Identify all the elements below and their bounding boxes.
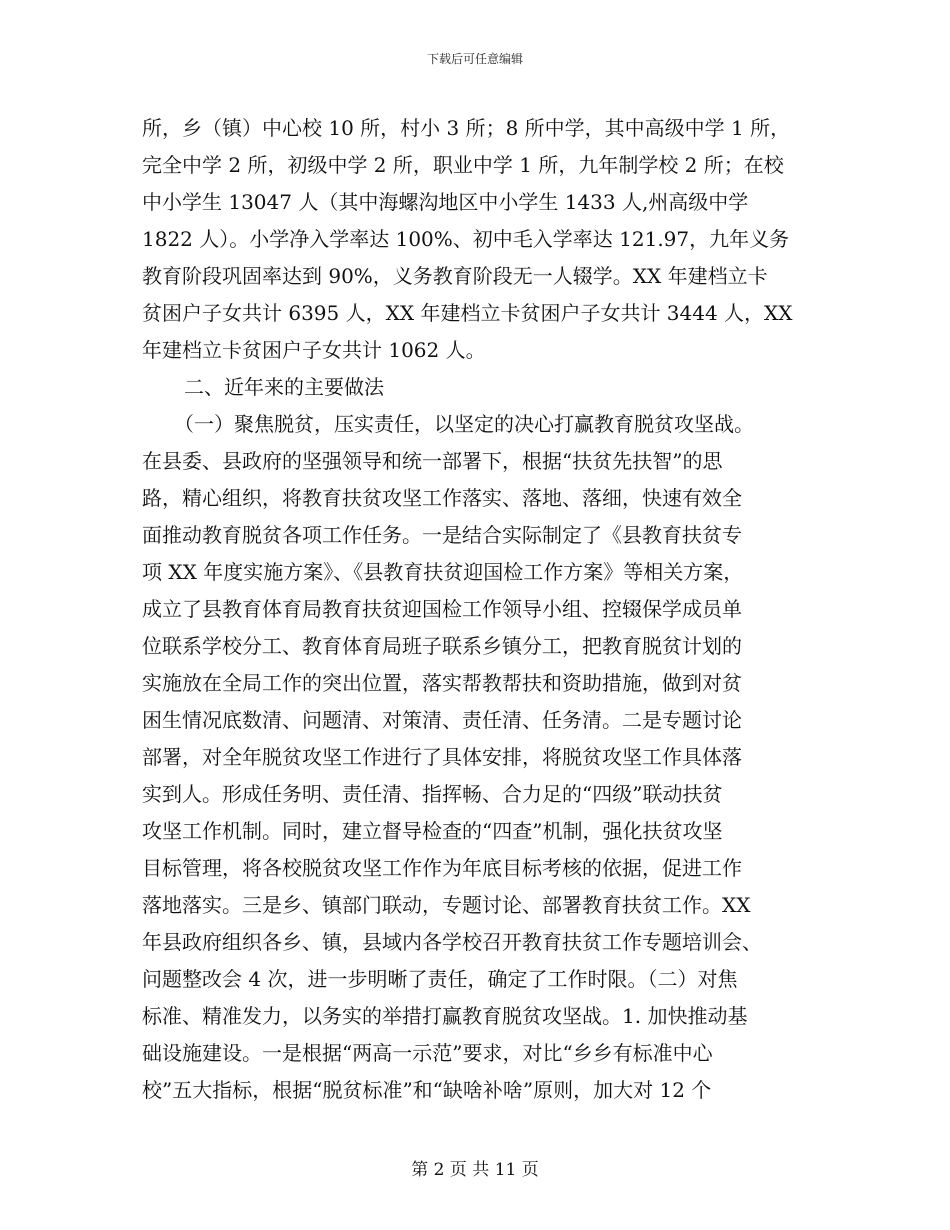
text-line: 础设施建设。一是根据“两高一示范”要求，对比“乡乡有标准中心 <box>142 1041 713 1065</box>
text-line: 实施放在全局工作的突出位置，落实帮教帮扶和资助措施，做到对贫 <box>142 671 742 695</box>
text-line: 中小学生 13047 人（其中海螺沟地区中小学生 1433 人,州高级中学 <box>142 190 749 214</box>
text-line: 年县政府组织各乡、镇，县域内各学校召开教育扶贫工作专题培训会、 <box>142 930 762 954</box>
text-line: 部署，对全年脱贫攻坚工作进行了具体安排，将脱贫攻坚工作具体落 <box>142 745 742 769</box>
document-body <box>142 110 810 1109</box>
text-line: （一）聚焦脱贫，压实责任，以坚定的决心打赢教育脱贫攻坚战。 <box>174 412 754 436</box>
text-line: 位联系学校分工、教育体育局班子联系乡镇分工，把教育脱贫计划的 <box>142 634 742 658</box>
text-line: 攻坚工作机制。同时，建立督导检查的“四查”机制，强化扶贫攻坚 <box>142 819 723 843</box>
text-line: 问题整改会 4 次，进一步明晰了责任，确定了工作时限。（二）对焦 <box>142 967 738 991</box>
paragraph-school-statistics <box>142 110 810 369</box>
paragraph-main-practices <box>142 406 810 1109</box>
text-line: 项 XX 年度实施方案》、《县教育扶贫迎国检工作方案》等相关方案， <box>142 560 744 584</box>
text-line: 落地落实。三是乡、镇部门联动，专题讨论、部署教育扶贫工作。XX <box>142 893 751 917</box>
text-line: 教育阶段巩固率达到 90%，义务教育阶段无一人辍学。XX 年建档立卡 <box>142 264 768 288</box>
text-line: 校”五大指标，根据“脱贫标准”和“缺啥补啥”原则，加大对 12 个 <box>142 1078 712 1102</box>
page-header: 下载后可任意编辑 <box>426 52 523 66</box>
text-line: 所，乡（镇）中心校 10 所，村小 3 所；8 所中学，其中高级中学 1 所， <box>142 116 791 140</box>
section-heading <box>142 369 810 406</box>
text-line: 实到人。形成任务明、责任清、指挥畅、合力足的“四级”联动扶贫 <box>142 782 723 806</box>
text-line: 年建档立卡贫困户子女共计 1062 人。 <box>142 338 486 362</box>
text-line: 在县委、县政府的坚强领导和统一部署下，根据“扶贫先扶智”的思 <box>142 449 723 473</box>
text-line: 完全中学 2 所，初级中学 2 所，职业中学 1 所，九年制学校 2 所；在校 <box>142 153 784 177</box>
text-line: 目标管理，将各校脱贫攻坚工作作为年底目标考核的依据，促进工作 <box>142 856 742 880</box>
text-line: 成立了县教育体育局教育扶贫迎国检工作领导小组、控辍保学成员单 <box>142 597 742 621</box>
text-line: 标准、精准发力，以务实的举措打赢教育脱贫攻坚战。1. 加快推动基 <box>142 1004 748 1028</box>
text-line: 路，精心组织，将教育扶贫攻坚工作落实、落地、落细，快速有效全 <box>142 486 742 510</box>
section-heading-text: 二、近年来的主要做法 <box>184 375 384 399</box>
page-number-footer: 第 2 页 共 11 页 <box>411 1160 539 1180</box>
text-line: 困生情况底数清、问题清、对策清、责任清、任务清。二是专题讨论 <box>142 708 742 732</box>
text-line: 面推动教育脱贫各项工作任务。一是结合实际制定了《县教育扶贫专 <box>142 523 742 547</box>
text-line: 1822 人）。小学净入学率达 100%、初中毛入学率达 121.97，九年义务 <box>142 227 790 251</box>
text-line: 贫困户子女共计 6395 人，XX 年建档立卡贫困户子女共计 3444 人，XX <box>142 301 793 325</box>
